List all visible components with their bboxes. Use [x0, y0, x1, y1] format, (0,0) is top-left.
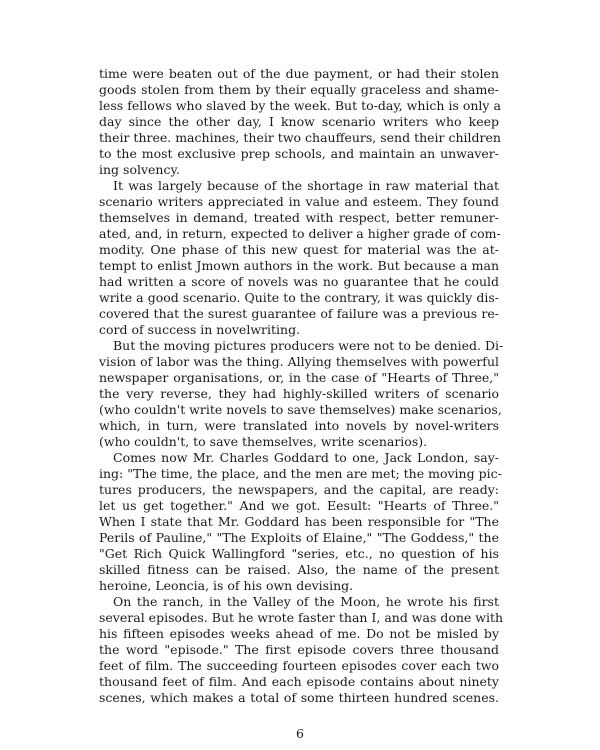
- text-line: had written a score of novels was no guarantee that he could: [99, 274, 499, 289]
- text-line: feet of film. The succeeding fourteen episodes cover each two: [99, 658, 499, 673]
- text-line: themselves in demand, treated with respect, better remuner-: [99, 210, 499, 225]
- text-line: modity. One phase of this new quest for material was the at-: [99, 242, 499, 257]
- text-line: several episodes. But he wrote faster than I, and was done with: [99, 610, 504, 625]
- paragraph: [99, 66, 499, 178]
- text-line: "Get Rich Quick Wallingford "series, etc., no question of his: [99, 546, 499, 561]
- text-line: his fifteen episodes weeks ahead of me. Do not be misled by: [99, 626, 499, 641]
- text-line: (who couldn't, to save themselves, write scenarios).: [99, 434, 428, 449]
- text-line: to the most exclusive prep schools, and maintain an unwaver-: [99, 146, 499, 161]
- paragraph: [99, 338, 504, 450]
- text-line: ated, and, in return, expected to deliver a higher grade of com-: [99, 226, 501, 241]
- text-line: less fellows who slaved by the week. But to-day, which is only a: [99, 98, 501, 113]
- text-line: which, in turn, were translated into novels by novel-writers: [99, 418, 499, 433]
- text-line: tures producers, the newspapers, and the capital, are ready:: [99, 482, 499, 497]
- text-line: vision of labor was the thing. Allying themselves with powerful: [99, 354, 499, 369]
- paragraph: [99, 450, 502, 594]
- text-line: ing solvency.: [99, 162, 180, 177]
- text-line: their three. machines, their two chauffeurs, send their children: [99, 130, 501, 145]
- text-line: ing: "The time, the place, and the men are met; the moving pic-: [99, 466, 502, 481]
- text-line: covered that the surest guarantee of failure was a previous re-: [99, 306, 499, 321]
- text-line: write a good scenario. Quite to the contrary, it was quickly dis-: [99, 290, 499, 305]
- text-line: the very reverse, they had highly-skilled writers of scenario: [99, 386, 499, 401]
- text-line: the word "episode." The first episode covers three thousand: [99, 642, 499, 657]
- text-line: Comes now Mr. Charles Goddard to one, Jack London, say-: [113, 450, 499, 465]
- text-line: It was largely because of the shortage in raw material that: [113, 178, 499, 193]
- text-line: tempt to enlist Jmown authors in the work. But because a man: [99, 258, 499, 273]
- text-line: cord of success in novelwriting.: [99, 322, 301, 337]
- text-line: On the ranch, in the Valley of the Moon, he wrote his first: [113, 594, 499, 609]
- text-line: thousand feet of film. And each episode contains about ninety: [99, 674, 499, 689]
- text-line: When I state that Mr. Goddard has been responsible for "The: [99, 514, 499, 529]
- text-line: scenario writers appreciated in value and esteem. They found: [99, 194, 499, 209]
- text-line: goods stolen from them by their equally graceless and shame-: [99, 82, 499, 97]
- body-text: [99, 66, 504, 706]
- text-line: time were beaten out of the due payment, or had their stolen: [99, 66, 499, 81]
- text-line: Perils of Pauline," "The Exploits of Elaine," "The Goddess," the: [99, 530, 499, 545]
- page-number: 6: [296, 726, 304, 741]
- paragraph: [99, 178, 499, 338]
- text-line: heroine, Leoncia, is of his own devising.: [99, 578, 354, 593]
- text-line: let us get together." And we got. Eesult: "Hearts of Three.": [99, 498, 499, 513]
- text-line: But the moving pictures producers were not to be denied. Di-: [113, 338, 504, 353]
- text-line: day since the other day, I know scenario writers who keep: [99, 114, 499, 129]
- text-line: scenes, which makes a total of some thirteen hundred scenes.: [99, 690, 499, 705]
- text-line: skilled fitness can be raised. Also, the name of the present: [99, 562, 499, 577]
- text-line: newspaper organisations, or, in the case of "Hearts of Three,": [99, 370, 499, 385]
- paragraph: [99, 594, 504, 706]
- text-line: (who couldn't write novels to save themselves) make scenarios,: [99, 402, 502, 417]
